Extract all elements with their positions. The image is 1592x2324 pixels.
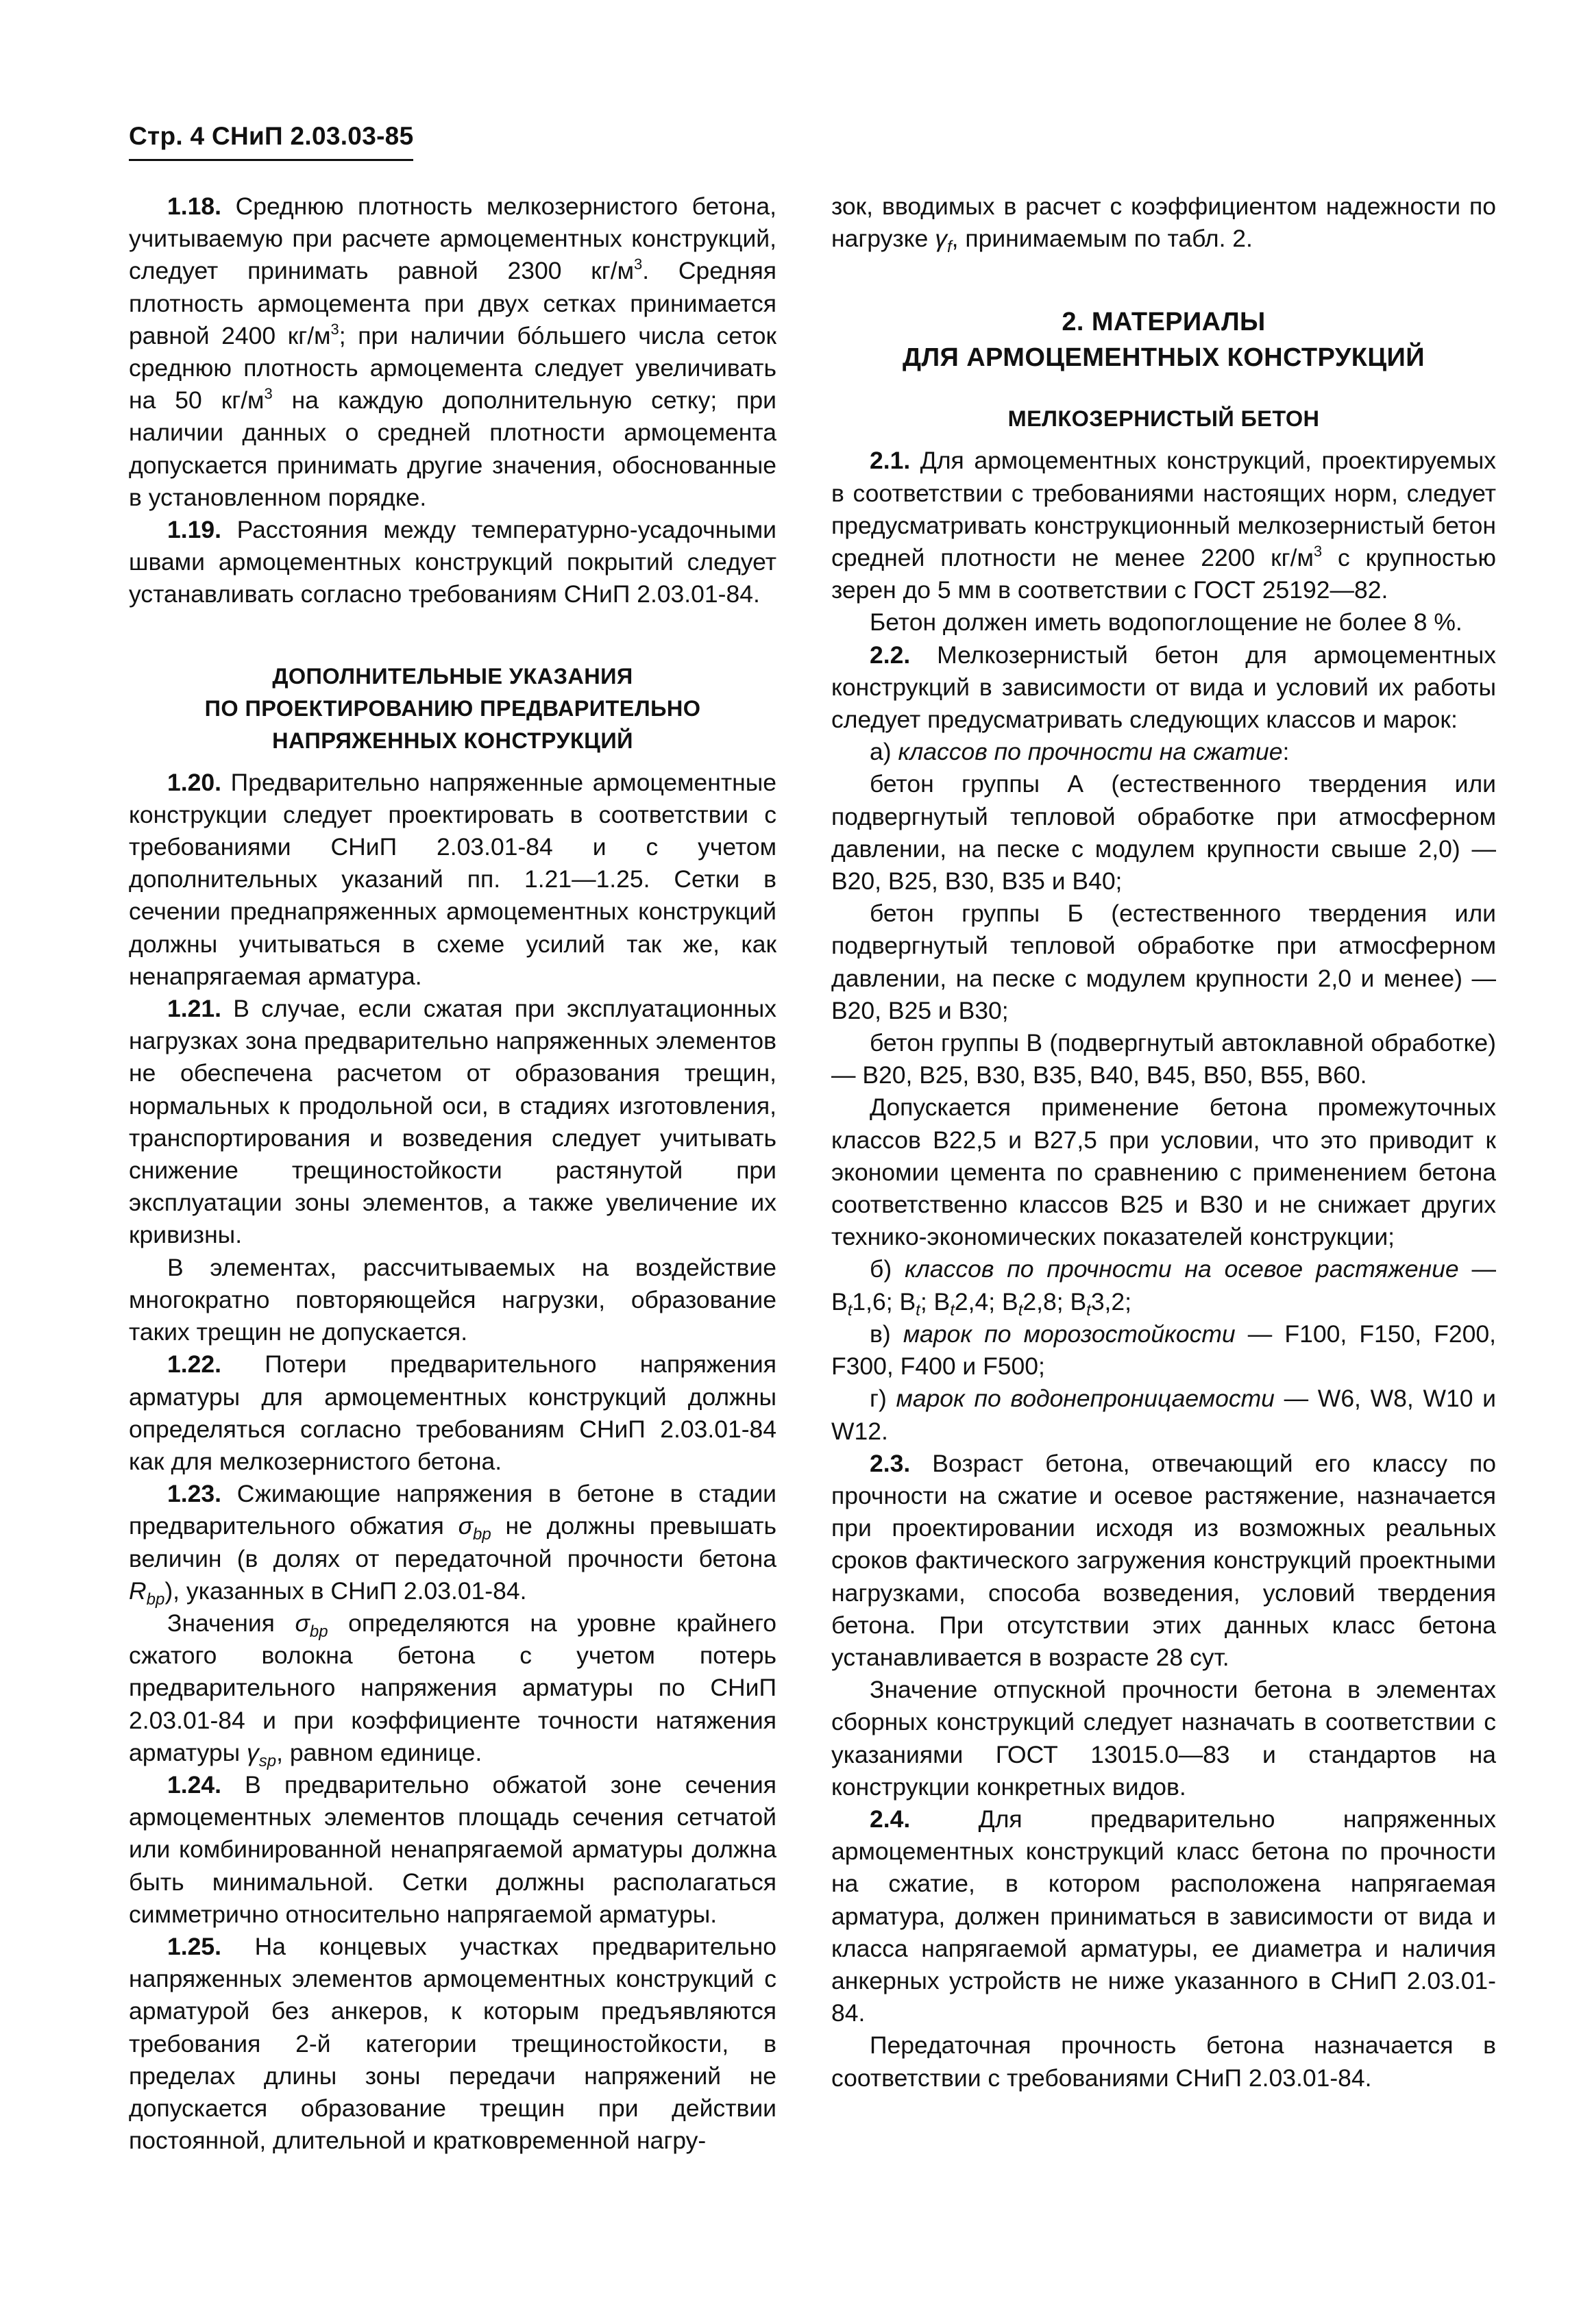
clause-number: 1.18. [167, 193, 221, 220]
list-item-a: а) классов по прочности на сжатие: [870, 738, 1290, 766]
subsection-heading-concrete: МЕЛКОЗЕРНИСТЫЙ БЕТОН [1007, 406, 1320, 432]
left-column [129, 190, 776, 2157]
right-column [831, 190, 1496, 2094]
paragraph-1-21-b: В элементах, рассчитываемых на воздействие многократно повторяющейся нагрузки, образование таких трещин не допускается. [129, 1253, 776, 1346]
clause-number: 2.1. [870, 447, 911, 475]
paragraph-2-1-b: Бетон должен иметь водопоглощение не более 8 %. [870, 608, 1462, 636]
paragraph-2-3: 2.3. Возраст бетона, отвечающий его классу по прочности на сжатие и осевое растяжение, назначается при проектировании исходя из возможных реальных сроков фактического загружения конструкций проектными нагрузками, способа возведения, условий твердения бетона. При отсутствии этих данных класс бетона устанавливается в возрасте 28 сут. [831, 1449, 1496, 1671]
clause-number: 1.19. [167, 516, 221, 544]
clause-number: 1.22. [167, 1350, 221, 1379]
clause-number: 2.4. [870, 1805, 911, 1833]
paragraph-intermediate-classes: Допускается применение бетона промежуточных классов В22,5 и В27,5 при условии, что это приводит к экономии цемента по сравнению с применением бетона соответственно классов В25 и В30 и не снижает других технико-экономических показателей конструкции; [831, 1093, 1496, 1251]
paragraph-1-23: 1.23. Сжимающие напряжения в бетоне в стадии предварительного обжатия $\sigma_{bp}$ не должны превышать величин (в долях от передаточной прочности бетона $R_{bp}$), указанных в СНиП 2.03.01-84. [129, 1480, 776, 1609]
paragraph-1-18: 1.18. Среднюю плотность мелкозернистого бетона, учитываемую при расчете армоцементных конструкций, следует принимать равной 2300 $кг/м^3$. Средняя плотность армоцемента при двух сетках принимается равной 2400 $кг/м^3$; при наличии бóльшего числа сеток среднюю плотность армоцемента следует увеличивать на 50 $кг/м^3$ на каждую дополнительную сетку; при наличии данных о средней плотности армоцемента допускается принимать другие значения, обоснованные в установленном порядке. [129, 193, 776, 511]
paragraph-group-a: бетон группы А (естественного твердения или подвергнутый тепловой обработке при атмосферном давлении, на песке с модулем крупности свыше 2,0) — В20, В25, В30, В35 и В40; [831, 770, 1496, 895]
clause-number: 1.25. [167, 1932, 221, 1960]
paragraph-group-v: бетон группы В (подвергнутый автоклавной обработке) — В20, В25, В30, В35, В40, В45, В50, В55, В60. [831, 1029, 1496, 1089]
clause-number: 1.21. [167, 995, 221, 1023]
list-item-b: б) классов по прочности на осевое растяжение — $B_t1,6$; $B_t$; $B_t2,4$; $B_t2,8$; $B_t3,2$; [831, 1255, 1496, 1320]
paragraph-2-4-b: Передаточная прочность бетона назначается в соответствии с требованиями СНиП 2.03.01-84. [831, 2031, 1496, 2092]
paragraph-1-22: 1.22. Потери предварительного напряжения арматуры для армоцементных конструкций должны определяться согласно требованиям СНиП 2.03.01-84 как для мелкозернистого бетона. [129, 1350, 776, 1475]
clause-number: 2.2. [870, 641, 911, 669]
section-heading-prestressed: ДОПОЛНИТЕЛЬНЫЕ УКАЗАНИЯ ПО ПРОЕКТИРОВАНИЮ ПРЕДВАРИТЕЛЬНО НАПРЯЖЕННЫХ КОНСТРУКЦИЙ [204, 663, 701, 753]
list-item-g: г) марок по водонепроницаемости — W6, W8, W10 и W12. [831, 1385, 1496, 1445]
list-item-v: в) марок по морозостойкости — F100, F150, F200, F300, F400 и F500; [831, 1320, 1496, 1381]
paragraph-1-21: 1.21. В случае, если сжатая при эксплуатационных нагрузках зона предварительно напряженных элементов не обеспечена расчетом от образования трещин, нормальных к продольной оси, в стадиях изготовления, транспортирования и возведения следует учитывать снижение трещиностойкости растянутой при эксплуатации зоны элементов, а также увеличение их кривизны. [129, 995, 776, 1249]
paragraph-1-20: 1.20. Предварительно напряженные армоцементные конструкции следует проектировать в соответствии с требованиями СНиП 2.03.01-84 и с учетом дополнительных указаний пп. 1.21—1.25. Сетки в сечении преднапряженных армоцементных конструкций должны учитываться в схеме усилий так же, как ненапрягаемая арматура. [129, 768, 776, 990]
paragraph-1-25: 1.25. На концевых участках предварительно напряженных элементов армоцементных конструкций с арматурой без анкеров, к которым предъявляются требования 2-й категории трещиностойкости, в пределах длины зоны передачи напряжений не допускается образование трещин при действии постоянной, длительной и кратковременной нагру- [129, 1932, 776, 2155]
clause-number: 1.24. [167, 1770, 221, 1798]
paragraph-2-1: 2.1. Для армоцементных конструкций, проектируемых в соответствии с требованиями настоящих норм, следует предусматривать конструкционный мелкозернистый бетон средней плотности не менее 2200 $кг/м^3$ с крупностью зерен до 5 мм в соответствии с ГОСТ 25192—82. [831, 447, 1496, 604]
paragraph-1-24: 1.24. В предварительно обжатой зоне сечения армоцементных элементов площадь сечения сетчатой или комбинированной ненапрягаемой арматуры должна быть минимальной. Сетки должны располагаться симметрично относительно напрягаемой арматуры. [129, 1770, 776, 1928]
paragraph-group-b: бетон группы Б (естественного твердения или подвергнутый тепловой обработке при атмосферном давлении, на песке с модулем крупности 2,0 и менее) — В20, В25 и В30; [831, 900, 1496, 1024]
page-header: Стр. 4 СНиП 2.03.03-85 [129, 122, 414, 150]
paragraph-1-19: 1.19. Расстояния между температурно-усадочными швами армоцементных конструкций покрытий следует устанавливать согласно требованиям СНиП 2.03.01-84. [129, 516, 776, 608]
paragraph-1-23-b: Значения $\sigma_{bp}$ определяются на уровне крайнего сжатого волокна бетона с учетом потерь предварительного напряжения арматуры по СНиП 2.03.01-84 и при коэффициенте точности натяжения арматуры $\gamma_{sp}$, равном единице. [129, 1609, 776, 1770]
header-rule [129, 159, 413, 161]
clause-number: 1.23. [167, 1480, 221, 1508]
paragraph-continuation: зок, вводимых в расчет с коэффициентом надежности по нагрузке $\gamma_f$, принимаемым по табл. 2. [831, 193, 1496, 257]
paragraph-2-4: 2.4. Для предварительно напряженных армоцементных конструкций класс бетона по прочности на сжатие, в котором расположена напрягаемая арматура, должен приниматься в зависимости от вида и класса напрягаемой арматуры, ее диаметра и наличия анкерных устройств не ниже указанного в СНиП 2.03.01-84. [831, 1805, 1496, 2027]
section-heading-materials: 2. МАТЕРИАЛЫ ДЛЯ АРМОЦЕМЕНТНЫХ КОНСТРУКЦИЙ [903, 308, 1425, 373]
clause-number: 1.20. [167, 768, 221, 796]
clause-number: 2.3. [870, 1449, 911, 1477]
paragraph-2-2: 2.2. Мелкозернистый бетон для армоцементных конструкций в зависимости от вида и условий их работы следует предусматривать следующих классов и марок: [831, 641, 1496, 734]
paragraph-2-3-b: Значение отпускной прочности бетона в элементах сборных конструкций следует назначать в соответствии с указаниями ГОСТ 13015.0—83 и стандартов на конструкции конкретных видов. [831, 1676, 1496, 1801]
